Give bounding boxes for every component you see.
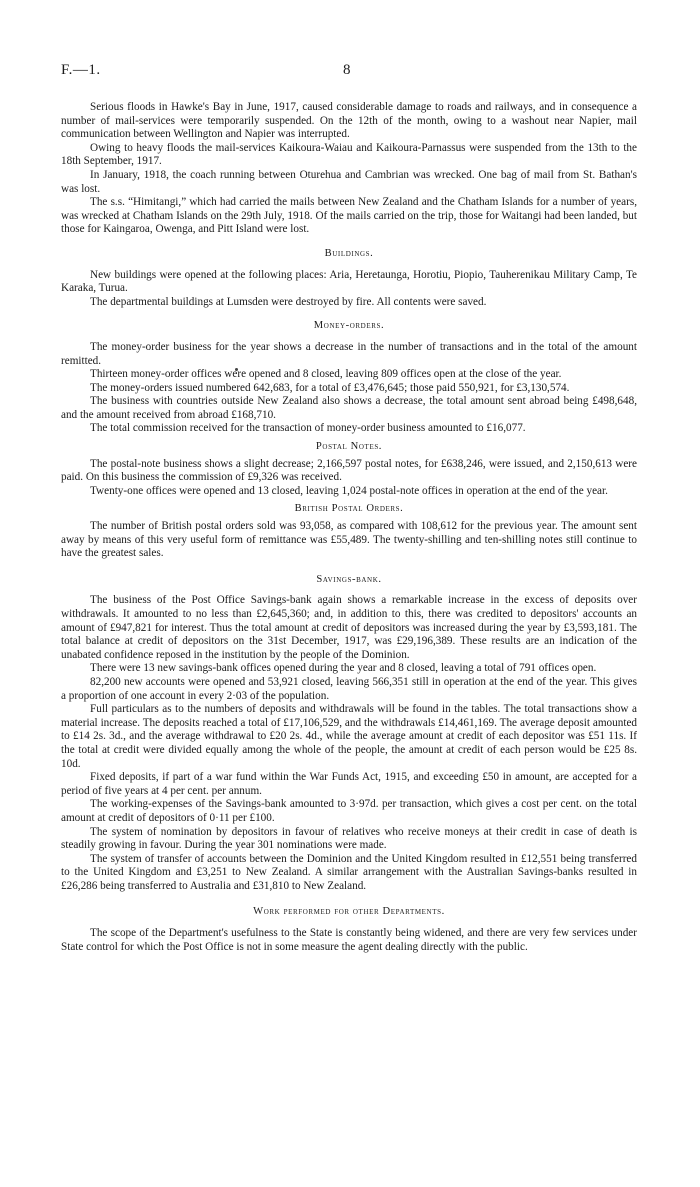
document-body xyxy=(61,101,637,954)
page-number: 8 xyxy=(343,62,351,78)
paragraph-money-order-offices: Thirteen money-order offices were opened and 8 closed, leaving 809 offices open at the close of the year. xyxy=(90,368,562,381)
section-heading-savings-bank: Savings-bank. xyxy=(316,573,382,585)
paragraph-new-buildings: New buildings were opened at the following places: Aria, Heretaunga, Horotiu, Piopio, Tauherenikau Military Camp, Te Karaka, Turua. xyxy=(61,268,637,295)
paragraph-savings-bank-business: The business of the Post Office Savings-bank again shows a remarkable increase in the excess of deposits over withdrawals. It amounted to no less than £2,645,360; and, in addition to this, there was credited to depositors' accounts an amount of £947,821 for interest. Thus the total amount at credit of depositors was increased during the year by £3,593,181. The total balance at credit of depositors on the 31st December, 1917, was £29,196,389. These results are an indication of the unabated confidence reposed in the institution by the people of the Dominion. xyxy=(61,594,637,661)
paragraph-himitangi: The s.s. “Himitangi,” which had carried the mails between New Zealand and the Chatham Islands for a number of years, was wrecked at Chatham Islands on the 29th July, 1918. Of the mails carried on the trip, those for Waitangi had been landed, but those for Kaingaroa, Owenga, and Pitt Island were lost. xyxy=(61,196,637,236)
section-heading-money-orders: Money-orders. xyxy=(313,320,385,332)
paragraph-working-expenses: The working-expenses of the Savings-bank amounted to 3·97d. per transaction, which gives a cost per cent. on the total amount at credit of depositors of 0·11 per £100. xyxy=(61,798,637,824)
paragraph-lumsden: The departmental buildings at Lumsden were destroyed by fire. All contents were saved. xyxy=(90,295,487,308)
paragraph-kaikoura: Owing to heavy floods the mail-services Kaikoura-Waiau and Kaikoura-Parnassus were suspended from the 13th to the 18th September, 1917. xyxy=(61,141,637,168)
paragraph-deposits-withdrawals: Full particulars as to the numbers of deposits and withdrawals will be found in the tables. The total transactions show a material increase. The deposits reached a total of £17,106,529, and the withdrawals £14,461,169. The average deposit amounted to £14 2s. 3d., and the average withdrawal to £20 2s. 4d., while the average amount at credit of each depositor was £51 11s. If the total at credit were divided equally among the whole of the people, the amount at credit of each person would be £25 8s. 10d. xyxy=(61,703,637,770)
paragraph-floods: Serious floods in Hawke's Bay in June, 1917, caused considerable damage to roads and railways, and in consequence a number of mail-services were temporarily suspended. On the 12th of the month, owing to a washout near Napier, mail communication between Wellington and Napier was interrupted. xyxy=(61,101,637,141)
section-heading-other-departments: Work performed for other Departments. xyxy=(253,906,445,918)
paragraph-nomination: The system of nomination by depositors in favour of relatives who receive moneys at their credit in case of death is steadily growing in favour. During the year 301 nominations were made. xyxy=(61,825,637,852)
section-heading-postal-notes: Postal Notes. xyxy=(315,441,383,453)
paragraph-savings-bank-offices: There were 13 new savings-bank offices opened during the year and 8 closed, leaving a total of 791 offices open. xyxy=(90,662,597,675)
section-heading-buildings: Buildings. xyxy=(324,247,374,259)
paragraph-money-order-business: The money-order business for the year shows a decrease in the number of transactions and in the total of the amount remitted. xyxy=(61,340,637,367)
paragraph-money-orders-abroad: The business with countries outside New Zealand also shows a decrease, the total amount sent abroad being £498,648, and the amount received from abroad £168,710. xyxy=(61,395,637,421)
paragraph-british-postal-orders: The number of British postal orders sold was 93,058, as compared with 108,612 for the previous year. The amount sent away by means of this very useful form of remittance was £55,489. The twenty-shilling and ten-shilling notes still continue to have the greatest sales. xyxy=(61,520,637,560)
paragraph-money-orders-issued: The money-orders issued numbered 642,683, for a total of £3,476,645; those paid 550,921, for £3,130,574. xyxy=(90,381,570,394)
document-reference: F.—1. xyxy=(61,62,101,78)
paragraph-fixed-deposits: Fixed deposits, if part of a war fund within the War Funds Act, 1915, and exceeding £50 in amount, are accepted for a period of five years at 4 per cent. per annum. xyxy=(61,771,637,797)
paragraph-coach: In January, 1918, the coach running between Oturehua and Cambrian was wrecked. One bag of mail from St. Bathan's was lost. xyxy=(61,168,637,195)
paragraph-transfer-accounts: The system of transfer of accounts between the Dominion and the United Kingdom resulted in £12,551 being transferred to the United Kingdom and £3,251 to New Zealand. A similar arrangement with the Australian Savings-banks resulted in £26,286 being transferred to Australia and £31,810 to New Zealand. xyxy=(61,852,637,892)
paragraph-money-order-commission: The total commission received for the transaction of money-order business amounted to £16,077. xyxy=(90,422,526,435)
paragraph-postal-note-offices: Twenty-one offices were opened and 13 closed, leaving 1,024 postal-note offices in operation at the end of the year. xyxy=(90,484,608,497)
paragraph-other-departments: The scope of the Department's usefulness to the State is constantly being widened, and there are very few services under State control for which the Post Office is not in some measure the agent dealing directly with the public. xyxy=(61,927,637,953)
paragraph-postal-note-business: The postal-note business shows a slight decrease; 2,166,597 postal notes, for £638,246, were issued, and 2,150,613 were paid. On this business the commission of £9,326 was received. xyxy=(61,457,637,484)
paragraph-savings-accounts: 82,200 new accounts were opened and 53,921 closed, leaving 566,351 still in operation at the end of the year. This gives a proportion of one account in every 2·03 of the population. xyxy=(61,675,637,702)
section-heading-british-postal-orders: British Postal Orders. xyxy=(294,503,404,515)
